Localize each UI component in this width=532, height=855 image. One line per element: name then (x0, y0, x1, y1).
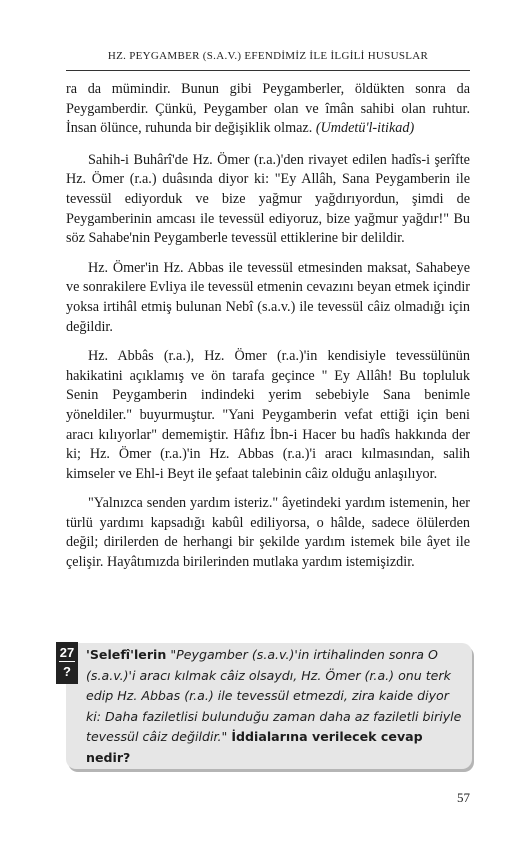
paragraph-5: "Yalnızca senden yardım isteriz." âyetindeki yardım istemenin, her türlü yardımı kapsadığı kabûl ediliyorsa, o hâlde, sadece ölülerden değil; dirilerden de herhangi bir şekilde yardım istemek bile âyet ile çelişir. Hayâtımızda birilerinden mutlaka yardım istemişizdir. (66, 495, 470, 571)
question-quote: "Peygamber (s.a.v.)'in irtihalinden sonra O (s.a.v.)'i aracı kılmak câiz olsaydı, Hz. Ömer (r.a.) onu terk edip Hz. Abbas (r.a.) ile tevessül etmezdi, zira kaide diyor ki: Daha faziletlisi bulunduğu zaman daha az faziletli biriyle tevessül câiz değildir." (86, 647, 462, 744)
paragraph-3: Hz. Ömer'in Hz. Abbas ile tevessül etmesinden maksat, Sahabeye ve sonrakilere Evliya ile tevessül etmenin cevazını beyan etmek içindir yoksa irtihâl etmiş bulunan Nebî (s.a.v.) ile tevessül câiz olmadığı için değildir. (66, 259, 470, 335)
paragraph-1-text: ra da mümindir. Bunun gibi Peygamberler, öldükten sonra da Peygamberdir. Çünkü, Peygamber olan ve îmân sahibi olan ruhtur. İnsan ölünce, ruhunda bir değişiklik olmaz. (66, 81, 470, 137)
source-citation: (Umdetü'l-itikad) (315, 120, 415, 137)
page-number: 57 (457, 790, 470, 805)
question-lead: 'Selefî'lerin (86, 647, 167, 662)
header-rule (66, 70, 470, 71)
body-text (66, 80, 470, 583)
question-number: 27 (59, 645, 75, 660)
paragraph-1 (66, 80, 470, 139)
question-text (86, 645, 464, 768)
paragraph-4: Hz. Abbâs (r.a.), Hz. Ömer (r.a.)'in kendisiyle tevessülünün hakikatini açıklamış ve ön tarafa geçince " Ey Allâh! Bu topluluk Senin Peygamberin indindeki yerim sebebiyle Sana benimle yöneldiler." buyurmuştur. "Yani Peygamberin vefat ettiği için beni aracı kılıyorlar" dememiştir. Hâfız İbn-i Hacer bu hadîs hakkında der ki; Hz. Ömer (r.a.)'in Hz. Abbas (r.a.)'i aracı kılmasından, salih kimseler ve Ehl-i Beyt ile şefaat talebinin câiz olduğu anlaşılıyor. (66, 348, 470, 482)
question-mark-icon: ? (63, 664, 71, 679)
question-tail: İddialarına verilecek cevap nedir? (86, 729, 423, 765)
paragraph-2: Sahih-i Buhârî'de Hz. Ömer (r.a.)'den rivayet edilen hadîs-i şerîfte Hz. Ömer (r.a.) duâsında diyor ki: "Ey Allâh, Sana Peygamberin ile tevessül ediyorduk ve bize yağmur yağdırıyordun, şimdi de Peygamberinin amcası ile tevessül ediyoruz, bize yağmur yağdır!" Bu söz Sahabe'nin Peygamberle tevessül ettiklerine bir delildir. (66, 151, 470, 247)
running-header: HZ. PEYGAMBER (S.A.V.) EFENDİMİZ İLE İLGİLİ HUSUSLAR (107, 50, 429, 62)
question-number-badge (56, 642, 78, 684)
